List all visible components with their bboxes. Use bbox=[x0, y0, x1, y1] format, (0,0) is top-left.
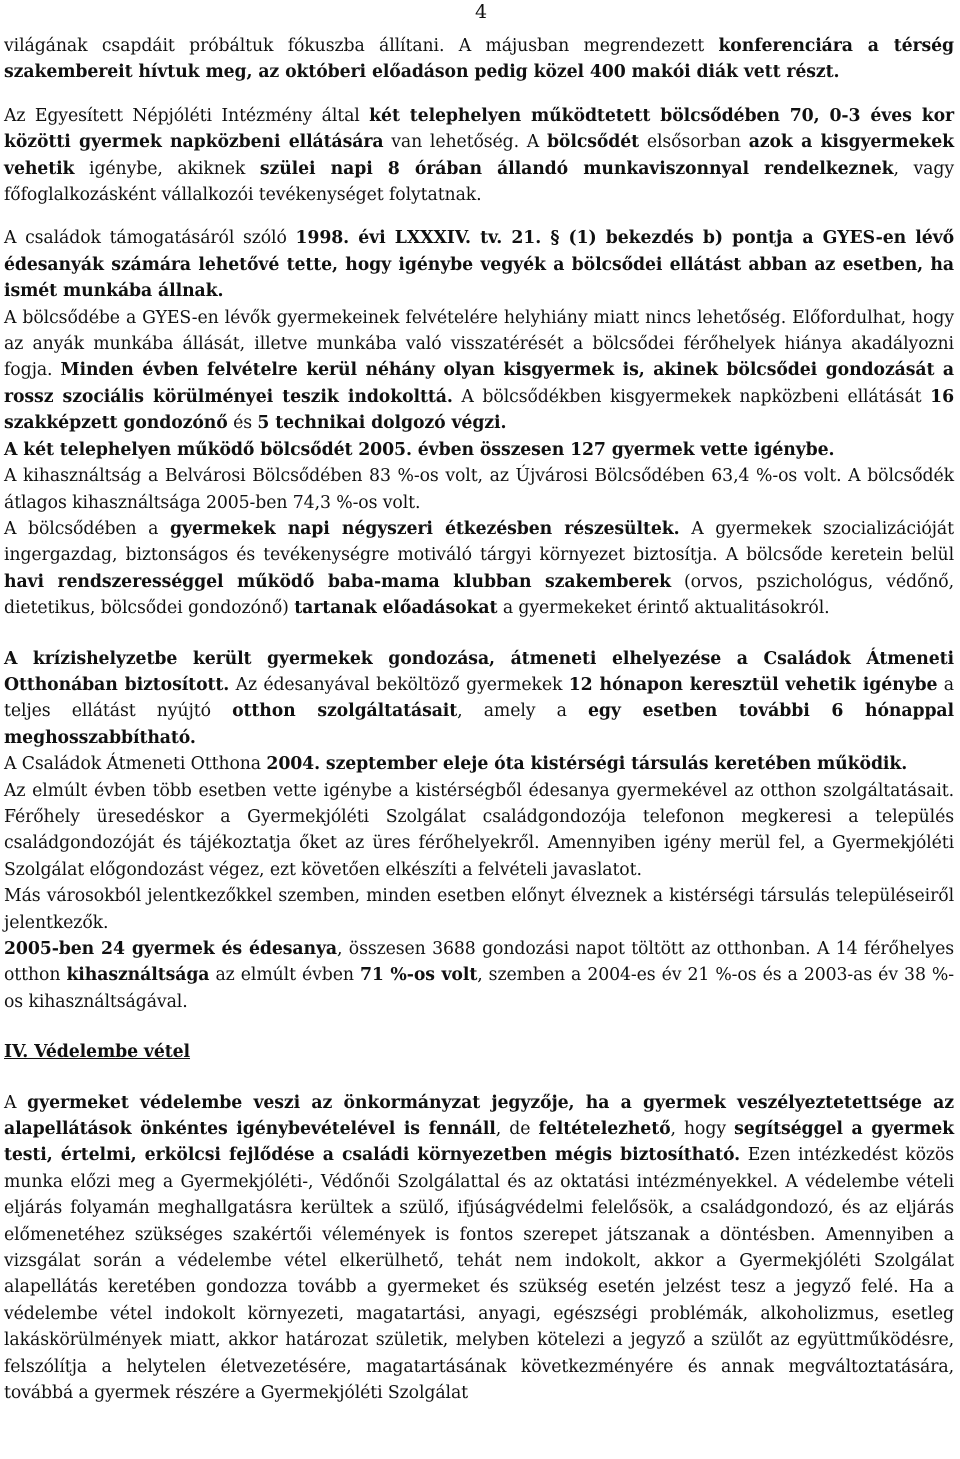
bold-run: segítséggel a gyermek testi, értelmi, erkölcsi fejlődése a családi környezetben mégis biztosítható. bbox=[4, 1119, 954, 1166]
paragraph-nursery-admission bbox=[4, 305, 954, 437]
bold-run: gyermekek napi négyszeri étkezésben részesültek. bbox=[170, 518, 680, 539]
section-heading bbox=[4, 1039, 954, 1065]
paragraph-outreach bbox=[4, 33, 954, 86]
bold-run: bölcsődét bbox=[546, 132, 640, 153]
text-run: van lehetőség. A bbox=[383, 132, 547, 153]
bold-run: kihasználtsága bbox=[66, 965, 210, 986]
document-body bbox=[4, 33, 954, 1407]
bold-run: 16 szakképzett gondozónő bbox=[4, 386, 954, 434]
text-run: A bölcsődében a bbox=[4, 518, 171, 539]
paragraph-crisis-home-stats bbox=[4, 936, 954, 1015]
bold-run: azok a kisgyermekek vehetik bbox=[4, 132, 955, 179]
text-run: A kihasználtság a Belvárosi Bölcsődében 83 %-os volt, az Újvárosi Bölcsődében 63,4 %-os volt. A bölcsődék átlagos kihasználtsága 2005-ben 74,3 %-os volt. bbox=[4, 466, 954, 513]
text-run: Ezen intézkedést közös munka előzi meg a Gyermekjóléti-, Védőnői Szolgálattal és az oktatási intézményekkel. A védelembe vételi eljárás folyamán meghallgatásra kerültek a szülő, ifjúságvédelmi felelősök, a családgondozó, és az eljárás előmenetéhez szükséges szakértői vélemények is fontos szerepet játszanak a döntésben. Amennyiben a vizsgálat során a védelembe vétel elkerülhető, tehát nem indokolt, akkor a Gyermekjóléti Szolgálat alapellátás keretében gondozza tovább a gyermeket és szükség esetén jelzést tesz a jegyző felé. Ha a védelembe vétel indokolt környezeti, magatartási, anyagi, egészségi problémák, alkoholizmus, esetleg lakáskörülmények miatt, akkor határozat születik, melyben kötelezi a jegyző a szülőt az együttműködésre, felszólítja a helytelen életvezetésére, magatartásának következményére és annak megváltoztatására, továbbá a gyermek részére a Gyermekjóléti Szolgálat bbox=[4, 1145, 954, 1404]
bold-run: havi rendszerességgel működő baba-mama klubban szakemberek bbox=[4, 571, 672, 592]
paragraph-nursery-utilization bbox=[4, 463, 954, 516]
bold-run: gyermeket védelembe veszi az önkormányzat jegyzője, ha a gyermek veszélyeztetettsége az alapellátások önkéntes igénybevételével is fennáll bbox=[4, 1092, 954, 1140]
text-run: az elmúlt évben bbox=[209, 965, 360, 986]
section-heading-text: IV. Védelembe vétel bbox=[4, 1042, 191, 1063]
bold-run: 2005-ben 24 gyermek és édesanya bbox=[4, 939, 337, 959]
text-run: A bbox=[4, 1092, 28, 1113]
text-run: elsősorban bbox=[639, 132, 749, 153]
text-run: Az édesanyával beköltöző gyermekek bbox=[229, 674, 569, 695]
text-run: világának csapdáit próbáltuk fókuszba állítani. A májusban megrendezett bbox=[4, 36, 719, 56]
paragraph-crisis-home bbox=[4, 646, 954, 752]
bold-run: egy esetben további 6 hónappal meghosszabbítható. bbox=[4, 701, 954, 748]
bold-run: tartanak előadásokat bbox=[294, 598, 498, 619]
bold-run: 1998. évi LXXXIV. tv. 21. § (1) bekezdés b) pontja a GYES-en lévő édesanyák számára lehetővé tette, hogy igénybe vegyék a bölcsődei ellátást abban az esetben, ha ismét munkába állnak. bbox=[4, 228, 954, 302]
paragraph-nursery-meals-club bbox=[4, 516, 954, 622]
bold-run: két telephelyen működtetett bölcsődében 70, 0-3 éves kor közötti gyermek napközbeni ellátására bbox=[4, 105, 954, 153]
text-run: , vagy főfoglalkozásként vállalkozói tevékenységet folytatnak. bbox=[4, 158, 954, 206]
bold-run: otthon szolgáltatásait bbox=[232, 701, 458, 722]
text-run: a teljes ellátást nyújtó bbox=[4, 674, 954, 722]
paragraph-crisis-home-priority bbox=[4, 883, 954, 936]
text-run: és bbox=[227, 413, 258, 434]
text-run: Más városokból jelentkezőkkel szemben, minden esetben előnyt élveznek a kistérségi társulás településeiről jelentkezők. bbox=[4, 886, 954, 933]
text-run: , amely a bbox=[457, 701, 589, 722]
bold-run: 2004. szeptember eleje óta kistérségi társulás keretében működik. bbox=[266, 754, 908, 775]
text-run: (orvos, pszichológus, védőnő, dietetikus, bölcsődei gondozónő) bbox=[4, 571, 954, 619]
bold-run: 12 hónapon keresztül vehetik igénybe bbox=[568, 674, 938, 695]
text-run: , hogy bbox=[670, 1119, 735, 1140]
text-run: Az Egyesített Népjóléti Intézmény által bbox=[4, 105, 370, 126]
text-run: A Családok Átmeneti Otthona bbox=[4, 754, 267, 775]
bold-run: 71 %-os volt bbox=[359, 965, 478, 986]
page-number: 4 bbox=[474, 1, 488, 23]
paragraph-crisis-home-association bbox=[4, 751, 954, 777]
bold-run: feltételezhető bbox=[538, 1119, 671, 1140]
text-run: , összesen 3688 gondozási napot töltött az otthonban. A 14 férőhelyes otthon bbox=[4, 939, 954, 986]
bold-run: Minden évben felvételre kerül néhány olyan kisgyermek is, akinek bölcsődei gondozását a rossz szociális körülményei teszik indokolttá. bbox=[4, 360, 955, 407]
text-run: , de bbox=[495, 1119, 539, 1140]
paragraph-protection bbox=[4, 1090, 954, 1407]
bold-run: szülei napi 8 órában állandó munkaviszonnyal rendelkeznek bbox=[259, 158, 894, 179]
bold-run: 5 technikai dolgozó végzi. bbox=[257, 413, 507, 434]
text-run: A bölcsődébe a GYES-en lévők gyermekeinek felvételére helyhiány miatt nincs lehetőség. Előfordulhat, hogy az anyák munkába állását, illetve munkába való visszatérését a bölcsődei férőhelyek hiánya akadályozni fogja. bbox=[4, 307, 954, 381]
paragraph-nursery-capacity bbox=[4, 103, 954, 209]
bold-run: A két telephelyen működő bölcsődét 2005. évben összesen 127 gyermek vette igénybe. bbox=[4, 439, 835, 460]
text-run: , szemben a 2004-es év 21 %-os és a 2003-as év 38 %-os kihasználtságával. bbox=[4, 965, 954, 1012]
text-run: A családok támogatásáról szóló bbox=[4, 228, 296, 249]
bold-run: konferenciára a térség szakembereit hívtuk meg, az októberi előadáson pedig közel 400 makói diák vett részt. bbox=[4, 36, 954, 83]
text-run: A gyermekek szocializációját ingergazdag, biztonságos és tevékenységre motiváló tárgyi környezet biztosítja. A bölcsőde keretein belül bbox=[4, 518, 954, 566]
paragraph-nursery-usage-total bbox=[4, 437, 954, 463]
paragraph-gyes-law bbox=[4, 225, 954, 304]
text-run: a gyermekeket érintő aktualitásokról. bbox=[497, 598, 830, 619]
paragraph-crisis-home-procedure bbox=[4, 778, 954, 884]
text-run: Az elmúlt évben több esetben vette igénybe a kistérségből édesanya gyermekével az otthon szolgáltatásait. Férőhely üresedéskor a Gyermekjóléti Szolgálat családgondozója telefonon megkeresi a település családgondozóját és tájékoztatja őket az üres férőhelyekről. Amennyiben igény merül fel, a Gyermekjóléti Szolgálat előgondozást végez, ezt követően elkészíti a felvételi javaslatot. bbox=[4, 780, 954, 880]
text-run: A bölcsődékben kisgyermekek napközbeni ellátását bbox=[452, 386, 931, 407]
text-run: igénybe, akiknek bbox=[74, 158, 260, 179]
bold-run: A krízishelyzetbe került gyermekek gondozása, átmeneti elhelyezése a Családok Átmeneti Otthonában biztosított. bbox=[4, 648, 954, 695]
